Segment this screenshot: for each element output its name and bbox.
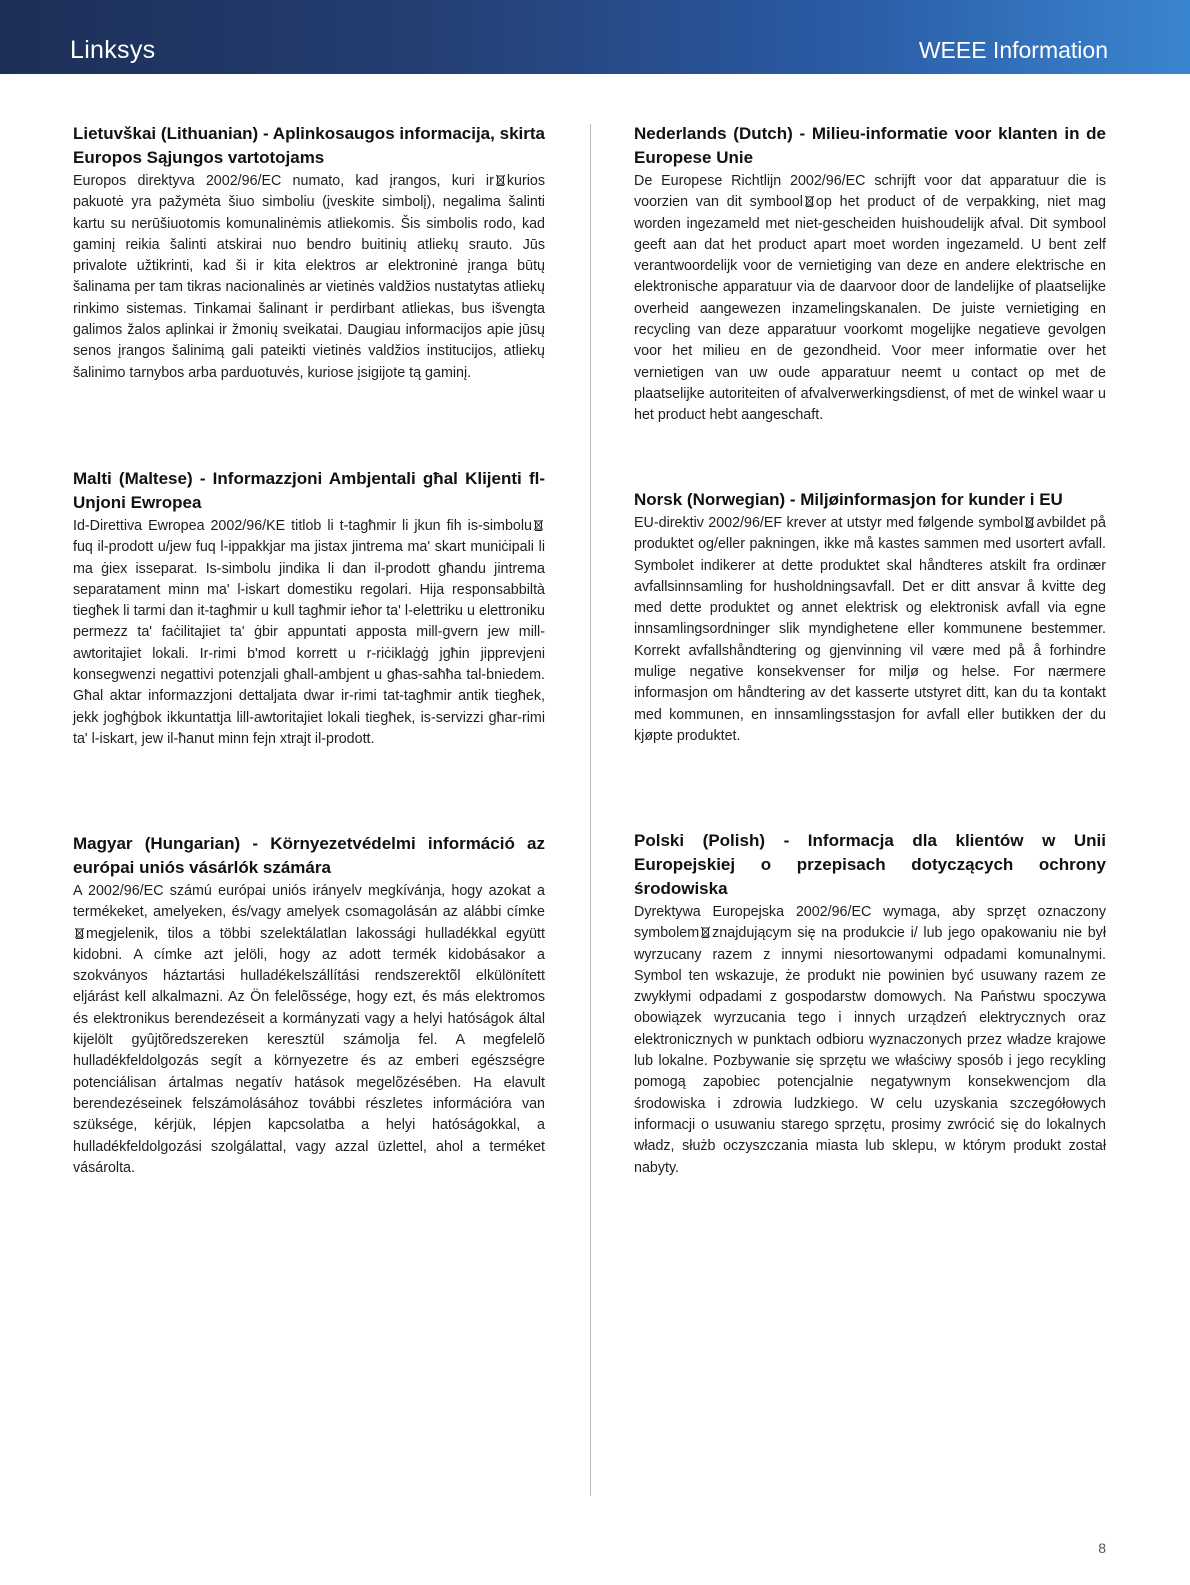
section-body: EU-direktiv 2002/96/EF krever at utstyr med følgende symbol avbildet på produktet og/eller pakningen, ikke må kastes sammen med usortert avfall. Symbolet indikerer at dette produktet skal håndteres atskilt fra ordinær avfallsinnsamling for husholdningsavfall. Det er ditt ansvar å kvitte deg med dette produktet og annet elektrisk og elektronisk avfall via egne innsamlingsordninger slik myndighetene eller kommunene bestemmer. Korrekt avfallshåndtering og gjenvinning vil være med på å forhindre mulige negative konsekvenser for miljø og helse. For nærmere informasjon om håndtering av det kasserte utstyret ditt, kan du ta kontakt med kommunen, en innsamlingsstasjon for avfall eller butikken der du kjøpte produktet. xyxy=(634,515,1106,744)
weee-bin-icon xyxy=(805,195,814,207)
weee-bin-icon xyxy=(534,519,543,531)
section-title: Magyar (Hungarian) - Környezetvédelmi információ az európai uniós vásárlók számára xyxy=(73,834,545,877)
section-hungarian xyxy=(73,832,545,1179)
section-title: Norsk (Norwegian) - Miljøinformasjon for kunder i EU xyxy=(634,490,1063,509)
weee-bin-icon xyxy=(701,926,710,938)
section-body: A 2002/96/EC számú európai uniós irányelv megkívánja, hogy azokat a termékeket, amelyeken, és/vagy amelyek csomagolásán az alábbi címkemegjelenik, tilos a többi szelektálatlan lakossági hulladékkal együtt kidobni. A címke azt jelöli, hogy az adott termék kidobásakor a szokványos háztartási hulladékelszállítási rendszerektõl elkülönített eljárást kell alkalmazni. Az Ön felelõssége, hogy ezt, és más elektromos és elektronikus berendezéseit a kormányzati vagy a helyi hatóságok által kijelölt gyûjtõredszereken keresztül számolja fel. A megfelelõ hulladékfeldolgozás segít a környezetre és az emberi egészségre potenciálisan ártalmas negatív hatások megelõzésében. Ha elavult berendezéseinek felszámolásához további részletes információra van szüksége, kérjük, lépjen kapcsolatba a helyi hatóságokkal, a hulladékfeldolgozási szolgálattal, vagy azzal üzlettel, ahol a terméket vásárolta. xyxy=(73,883,545,1176)
weee-bin-icon xyxy=(75,927,84,939)
page-number: 8 xyxy=(1098,1540,1106,1556)
column-divider xyxy=(590,124,591,1496)
weee-bin-icon xyxy=(1025,516,1034,528)
section-title: Lietuvškai (Lithuanian) - Aplinkosaugos informacija, skirta Europos Sąjungos vartotojams xyxy=(73,124,545,167)
section-lithuanian xyxy=(73,122,545,467)
weee-bin-icon xyxy=(496,174,505,186)
section-body: Dyrektywa Europejska 2002/96/EC wymaga, aby sprzęt oznaczony symbolem znajdującym się na produkcie i/ lub jego opakowaniu nie był wyrzucany razem z innymi niesortowanymi odpadami komunalnymi. Symbol ten wskazuje, że produkt nie powinien być usuwany razem ze zwykłymi odpadami z gospodarstw domowych. Na Państwu spoczywa obowiązek wyrzucania tego i innych urządzeń elektrycznych oraz elektronicznych w punktach odbioru wyznaczonych przez władze krajowe lub lokalne. Pozbywanie się sprzętu we właściwy sposób i jego recykling pomogą zapobiec potencjalnie negatywnym konsekwencjom dla środowiska i zdrowia ludzkiego. W celu uzyskania szczegółowych informacji o usuwaniu starego sprzętu, prosimy zwrócić się do lokalnych władz, służb oczyszczania miasta lub sklepu, w którym produkt został nabyty. xyxy=(634,904,1106,1176)
left-column xyxy=(73,122,545,1179)
section-maltese xyxy=(73,467,545,832)
header-section-title: WEEE Information xyxy=(918,37,1108,63)
section-body: Europos direktyva 2002/96/EC numato, kad įrangos, kuri ir kurios pakuotė yra pažymėta šiuo simboliu (įveskite simbolį), negalima šalinti kartu su nerūšiuotomis komunalinėmis atliekomis. Šis simbolis rodo, kad gaminį reikia šalinti atskirai nuo bendro buitinių atliekų srauto. Jūs privalote užtikrinti, kad ši ir kita elektros ar elektroninė įranga būtų šalinama per tam tikras nacionalinės ar vietinės valdžios nustatytas atliekų rinkimo sistemas. Tinkamai šalinant ir perdirbant atliekas, bus išvengta galimos žalos aplinkai ir žmonių sveikatai. Daugiau informacijos apie jūsų senos įrangos šalinimą gali pateikti vietinės valdžios institucijos, atliekų šalinimo tarnybos arba parduotuvės, kuriose įsigijote tą gaminį. xyxy=(73,173,545,381)
section-body: De Europese Richtlijn 2002/96/EC schrijft voor dat apparatuur die is voorzien van dit symbool op het product of de verpakking, niet mag worden ingezameld met niet-gescheiden huishoudelijk afval. Dit symbool geeft aan dat het product apart moet worden ingezameld. U bent zelf verantwoordelijk voor de vernietiging van deze en andere elektrische en elektronische apparatuur via de daarvoor door de landelijke of plaatselijke overheid aangewezen inzamelingskanalen. De juiste vernietiging en recycling van deze apparatuur voorkomt mogelijke negatieve gevolgen voor het milieu en de gezondheid. Voor meer informatie over het vernietigen van uw oude apparatuur neemt u contact op met de plaatselijke autoriteiten of afvalverwerkingsdienst, of met de winkel waar u het product hebt aangeschaft. xyxy=(634,173,1106,424)
right-column xyxy=(634,122,1106,1179)
brand-logo-text: Linksys xyxy=(70,36,156,64)
section-title: Nederlands (Dutch) - Milieu-informatie voor klanten in de Europese Unie xyxy=(634,124,1106,167)
section-norwegian xyxy=(634,488,1106,829)
page-header xyxy=(0,0,1190,74)
section-title: Malti (Maltese) - Informazzjoni Ambjentali għal Klijenti fl-Unjoni Ewropea xyxy=(73,469,545,512)
section-title: Polski (Polish) - Informacja dla klientów w Unii Europejskiej o przepisach dotyczących ochrony środowiska xyxy=(634,831,1106,898)
section-polish xyxy=(634,829,1106,1179)
section-dutch xyxy=(634,122,1106,488)
section-body: Id-Direttiva Ewropea 2002/96/KE titlob li t-tagħmir li jkun fih is-simbolufuq il-prodott u/jew fuq l-ippakkjar ma jistax jintrema ma' skart muniċipali li ma ġiex isseparat. Is-simbolu jindika li dan il-prodott għandu jintrema separatament minn ma' l-iskart domestiku regolari. Hija responsabbiltà tiegħek li tarmi dan it-tagħmir u kull tagħmir ieħor ta' l-elettriku u elettroniku permezz ta' faċilitajiet ta' ġbir appuntati apposta mill-gvern jew mill-awtoritajiet lokali. Ir-rimi b'mod korrett u r-riċiklaġġ jgħin jipprevjeni konsegwenzi negattivi potenzjali għall-ambjent u għas-saħħa tal-bniedem. Għal aktar informazzjoni dettaljata dwar ir-rimi tat-tagħmir antik tiegħek, jekk jogħġbok ikkuntattja lill-awtoritajiet lokali tiegħek, is-servizzi għar-rimi ta' l-iskart, jew il-ħanut minn fejn xtrajt il-prodott. xyxy=(73,518,545,747)
